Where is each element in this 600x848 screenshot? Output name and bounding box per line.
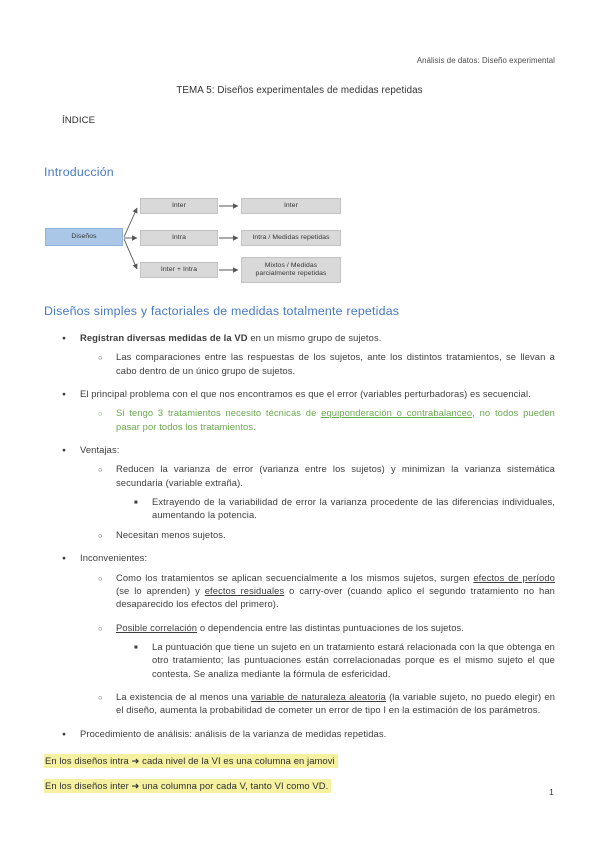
list-item bbox=[134, 640, 555, 680]
text-segment: (la variable sujeto, no puedo elegir) en el diseño, aumenta la probabilidad de cometer un error de tipo I en la estimación de los parámetros. bbox=[116, 691, 556, 716]
designs-diagram bbox=[45, 195, 355, 293]
diagram-right-box-mixtos: Mixtos / Medidas parcialmente repetidas bbox=[241, 257, 341, 283]
diagram-mid-box-inter: Inter bbox=[140, 198, 218, 214]
text-segment: o dependencia entre las distintas puntuaciones de los sujetos. bbox=[197, 621, 464, 633]
list-item bbox=[98, 528, 555, 542]
text-segment: en un mismo grupo de sujetos. bbox=[247, 331, 382, 343]
bullet-marker bbox=[98, 462, 116, 489]
list-item-text: Ventajas: bbox=[80, 443, 120, 455]
list-item-text: Procedimiento de análisis: análisis de la varianza de medidas repetidas. bbox=[80, 727, 387, 739]
heading-disenos-simples: Diseños simples y factoriales de medidas totalmente repetidas bbox=[44, 304, 400, 319]
index-label: ÍNDICE bbox=[62, 114, 96, 126]
text-segment: efectos residuales bbox=[204, 584, 285, 596]
bullet-marker bbox=[62, 551, 80, 564]
list-item-text bbox=[116, 621, 555, 635]
page-number: 1 bbox=[549, 786, 554, 797]
text-segment: efectos de período bbox=[473, 571, 555, 583]
list-item bbox=[62, 387, 555, 400]
text-segment: Como los tratamientos se aplican secuencialmente a los mismos sujetos, surgen bbox=[116, 571, 474, 583]
list-item bbox=[98, 350, 555, 377]
diagram-mid-box-inter-intra: Inter + Intra bbox=[140, 262, 218, 278]
bullet-marker bbox=[98, 528, 116, 542]
list-item bbox=[62, 443, 555, 456]
text-segment: Posible correlación bbox=[116, 621, 198, 633]
highlight-text: En los diseños inter ➜ una columna por cada V, tanto VI como VD. bbox=[44, 779, 331, 793]
text-segment: La existencia de al menos una bbox=[116, 691, 251, 703]
list-item bbox=[62, 727, 555, 740]
highlighted-note-inter bbox=[44, 779, 555, 792]
text-segment: Registran diversas medidas de la VD bbox=[80, 331, 248, 343]
document-title: TEMA 5: Diseños experimentales de medidas repetidas bbox=[176, 85, 423, 97]
list-item bbox=[98, 690, 555, 717]
list-item bbox=[62, 551, 555, 564]
bullet-marker bbox=[134, 495, 152, 522]
bullet-marker bbox=[62, 727, 80, 740]
list-item-text bbox=[116, 690, 555, 717]
diagram-right-box-inter: Inter bbox=[241, 198, 341, 214]
bullet-marker bbox=[134, 640, 152, 680]
bullet-marker bbox=[98, 350, 116, 377]
bullet-marker bbox=[62, 387, 80, 400]
bullet-marker bbox=[98, 621, 116, 635]
text-segment: (se lo aprenden) y bbox=[116, 584, 205, 596]
list-item bbox=[98, 571, 555, 611]
list-item-text bbox=[116, 406, 555, 433]
text-segment: , no todos pueden pasar por todos los tratamientos. bbox=[116, 407, 555, 432]
bullet-marker bbox=[98, 406, 116, 433]
diagram-root-box: Diseños bbox=[45, 228, 123, 246]
list-item-text: Extrayendo de la variabilidad de error la varianza procedente de las diferencias individuales, aumentando la potencia. bbox=[152, 495, 555, 521]
highlight-text: En los diseños intra ➜ cada nivel de la VI es una columna en jamovi bbox=[44, 754, 338, 768]
list-item-text: La puntuación que tiene un sujeto en un tratamiento estará relacionada con la que obtenga en otro tratamiento; las puntuaciones están correlacionadas porque es el mismo sujeto el que contesta. Se analiza mediante la fórmula de esfericidad. bbox=[152, 641, 555, 679]
bullet-marker bbox=[62, 331, 80, 344]
list-item-text: Reducen la varianza de error (varianza entre los sujetos) y minimizan la varianza sistemática secundaria (variable extraña). bbox=[116, 463, 555, 488]
list-item bbox=[98, 462, 555, 489]
diagram-right-box-intra: Intra / Medidas repetidas bbox=[241, 230, 341, 246]
list-item bbox=[98, 406, 555, 433]
list-item bbox=[98, 621, 555, 635]
list-item-text bbox=[116, 571, 555, 611]
bullet-marker bbox=[98, 690, 116, 717]
list-item-text: El principal problema con el que nos encontramos es que el error (variables perturbadoras) es secuencial. bbox=[80, 387, 531, 399]
diagram-mid-box-intra: Intra bbox=[140, 230, 218, 246]
text-segment: o carry-over (cuando aplico el segundo tratamiento no han desaparecido los efectos del primero). bbox=[116, 584, 555, 610]
running-header: Análisis de datos: Diseño experimental bbox=[416, 56, 555, 65]
highlighted-note-intra bbox=[44, 754, 555, 767]
text-segment: Si tengo 3 tratamientos necesito técnicas de bbox=[116, 407, 322, 419]
bullet-marker bbox=[62, 443, 80, 456]
list-item bbox=[134, 495, 555, 522]
bullet-marker bbox=[98, 571, 116, 611]
list-item-text: Necesitan menos sujetos. bbox=[116, 528, 226, 540]
list-item-text: Inconvenientes: bbox=[80, 552, 148, 564]
list-item-text bbox=[80, 331, 555, 344]
list-item-text: Las comparaciones entre las respuestas de los sujetos, ante los distintos tratamientos, se llevan a cabo dentro de un único grupo de sujetos. bbox=[116, 351, 555, 376]
heading-introduccion: Introducción bbox=[44, 164, 114, 179]
text-segment: equiponderación o contrabalanceo bbox=[321, 407, 473, 419]
list-item bbox=[62, 331, 555, 344]
text-segment: variable de naturaleza aleatoria bbox=[250, 691, 386, 703]
